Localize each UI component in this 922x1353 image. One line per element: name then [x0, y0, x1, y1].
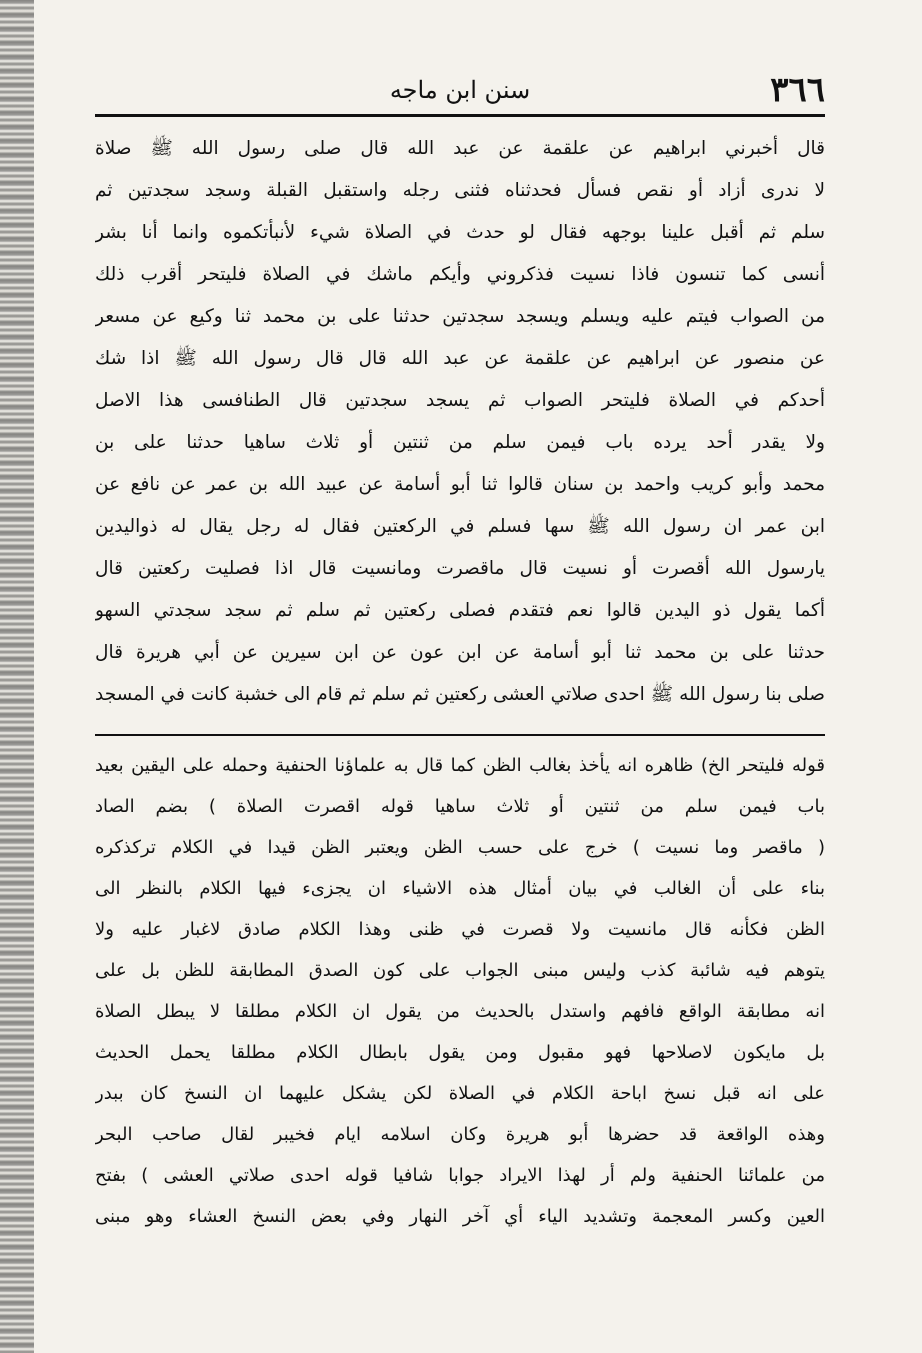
note-line: انه مطابقة الواقع فافهم واستدل بالحديث من يقول ان الكلام مطلقا لا يبطل الصلاة [95, 1001, 825, 1022]
note-line: باب فيمن سلم من ثنتين أو ثلاث ساهيا قوله اقصرت الصلاة ) بضم الصاد [95, 796, 825, 817]
main-text-line: صلى بنا رسول الله ﷺ احدى صلاتي العشى ركعتين ثم سلم ثم قام الى خشبة كانت في المسجد [95, 684, 825, 705]
note-line: الظن فكأنه قال مانسيت ولا قصرت في ظنى وهذا الكلام صادق لاغبار عليه ولا [95, 919, 825, 940]
header-rule [95, 114, 825, 117]
note-line: ( ماقصر وما نسيت ) خرج على حسب الظن ويعتبر الظن قيدا في الكلام تركذكره [95, 837, 825, 858]
main-text-line: لا ندرى أزاد أو نقص فسأل فحدثناه فثنى رجله واستقبل القبلة وسجد سجدتين ثم [95, 180, 825, 201]
main-text-line: أنسى كما تنسون فاذا نسيت فذكروني وأيكم ماشك في الصلاة فليتحر أقرب ذلك [95, 264, 825, 285]
main-text-line: قال أخبرني ابراهيم عن علقمة عن عبد الله قال صلى رسول الله ﷺ صلاة [95, 138, 825, 159]
page-header [95, 70, 825, 112]
note-line: على انه قبل نسخ اباحة الكلام في الصلاة لكن يشكل عليهما ان النسخ كان ببدر [95, 1083, 825, 1104]
running-title: سنن ابن ماجه [389, 76, 531, 104]
main-text-line: حدثنا على بن محمد ثنا أبو أسامة عن ابن عون عن ابن سيرين عن أبي هريرة قال [95, 642, 825, 663]
note-line: قوله فليتحر الخ) ظاهره انه يأخذ بغالب الظن كما قال به علماؤنا الحنفية وحمله على اليقين بعيد [95, 755, 825, 776]
main-text-line: عن منصور عن ابراهيم عن علقمة عن عبد الله قال قال رسول الله ﷺ اذا شك [95, 348, 825, 369]
book-page [95, 70, 825, 1320]
main-text-line: ابن عمر ان رسول الله ﷺ سها فسلم في الركعتين فقال له رجل يقال له ذواليدين [95, 516, 825, 537]
main-text-line: محمد وأبو كريب واحمد بن سنان قالوا ثنا أبو أسامة عن عبيد الله بن عمر عن نافع عن [95, 474, 825, 495]
note-line: وهذه الواقعة قد حضرها أبو هريرة وكان اسلامه ايام فخيبر لقال صاحب البحر [95, 1124, 825, 1145]
binding-edge [0, 0, 34, 1353]
note-line: بناء على أن الغالب في بيان أمثال هذه الاشياء ان يجزىء فيها الكلام بالنظر الى [95, 878, 825, 899]
main-text-line: يارسول الله أقصرت أو نسيت قال ماقصرت ومانسيت قال اذا فصليت ركعتين قال [95, 558, 825, 579]
footnote-divider [95, 734, 825, 736]
note-line: بل مايكون لاصلاحها فهو مقبول ومن يقول بابطال الكلام مطلقا يحمل الحديث [95, 1042, 825, 1063]
main-text-line: من الصواب فيتم عليه ويسلم ويسجد سجدتين حدثنا على بن محمد ثنا وكيع عن مسعر [95, 306, 825, 327]
main-text [95, 128, 825, 716]
main-text-line: أحدكم في الصلاة فليتحر الصواب ثم يسجد سجدتين قال الطنافسى هذا الاصل [95, 390, 825, 411]
main-text-line: ولا يقدر أحد يرده باب فيمن سلم من ثنتين أو ثلاث ساهيا حدثنا على بن [95, 432, 825, 453]
note-line: يتوهم فيه شائبة كذب وليس مبنى الجواب على كون الصدق المطابقة للظن بل على [95, 960, 825, 981]
note-line: من علمائنا الحنفية ولم أر لهذا الايراد جوابا شافيا قوله احدى صلاتي العشى ) بفتح [95, 1165, 825, 1186]
main-text-line: أكما يقول ذو اليدين قالوا نعم فتقدم فصلى ركعتين ثم سلم ثم سجد سجدتي السهو [95, 600, 825, 621]
main-text-line: سلم ثم أقبل علينا بوجهه فقال لو حدث في الصلاة شيء لأنبأتكموه وانما أنا بشر [95, 222, 825, 243]
commentary-notes [95, 745, 825, 1237]
note-line: العين وكسر المعجمة وتشديد الياء أي آخر النهار وفي بعض النسخ العشاء وهو مبنى [95, 1206, 825, 1227]
page-number: ٣٦٦ [770, 70, 825, 110]
